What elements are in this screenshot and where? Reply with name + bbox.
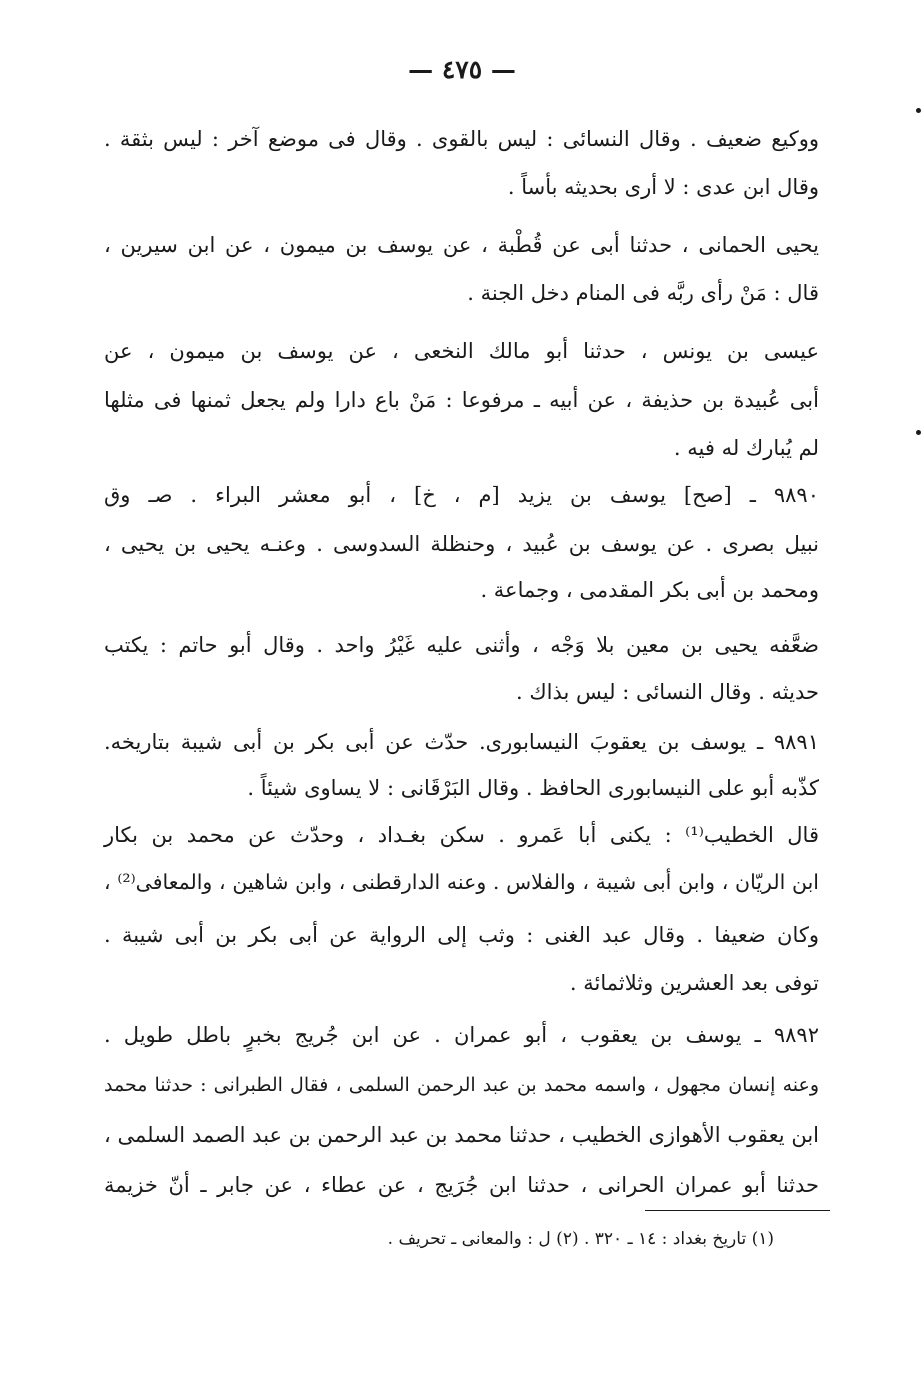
entry-9891-heading: ٩٨٩١ ـ يوسف بن يعقوبَ النيسابورى. حدّث عن أبى بكر بن أبى شيبة بتاريخه. xyxy=(104,730,819,754)
page-number: — ٤٧٥ — xyxy=(408,55,516,84)
text-line-18: توفى بعد العشرين وثلاثمائة . xyxy=(569,971,819,995)
text-line-15: قال الخطيب⁽¹⁾ : يكنى أبا عَمرو . سكن بغـداد ، وحدّث عن محمد بن بكار xyxy=(104,823,819,847)
text-line-17: وكان ضعيفا . وقال عبد الغنى : وثب إلى الرواية عن أبى بكر بن أبى شيبة . xyxy=(104,923,819,947)
text-line-5: عيسى بن يونس ، حدثنا أبو مالك النخعى ، عن يوسف بن ميمون ، عن xyxy=(104,339,819,363)
text-line-3: يحيى الحمانى ، حدثنا أبى عن قُطْبة ، عن يوسف بن ميمون ، عن ابن سيرين ، xyxy=(104,233,819,257)
text-line-22: حدثنا أبو عمران الحرانى ، حدثنا ابن جُرَيج ، عن عطاء ، عن جابر ـ أنّ خزيمة xyxy=(104,1173,819,1197)
margin-dot xyxy=(916,108,921,113)
text-line-16: ابن الريّان ، وابن أبى شيبة ، والفلاس . وعنه الدارقطنى ، وابن شاهين ، والمعافى⁽²⁾ ، xyxy=(104,870,819,894)
text-line-9: نبيل بصرى . عن يوسف بن عُبيد ، وحنظلة السدوسى . وعنـه يحيى بن يحيى ، xyxy=(104,532,819,556)
text-line-20: وعنه إنسان مجهول ، واسمه محمد بن عبد الرحمن السلمى ، فقال الطبرانى : حدثنا محمد xyxy=(104,1074,819,1096)
text-line-14: كذّبه أبو على النيسابورى الحافظ . وقال البَرْقَانى : لا يساوى شيئاً . xyxy=(247,776,819,800)
margin-dot xyxy=(916,430,921,435)
text-line-7: لم يُبارك له فيه . xyxy=(673,436,819,460)
text-line-10: ومحمد بن أبى بكر المقدمى ، وجماعة . xyxy=(480,578,819,602)
entry-9892-heading: ٩٨٩٢ ـ يوسف بن يعقوب ، أبو عمران . عن ابن جُريج بخبرٍ باطل طويل . xyxy=(104,1023,819,1047)
text-line-11: ضعَّفه يحيى بن معين بلا وَجْه ، وأثنى عليه غَيْرُ واحد . وقال أبو حاتم : يكتب xyxy=(104,633,819,657)
text-line-4: قال : مَنْ رأى ربَّه فى المنام دخل الجنة . xyxy=(467,281,819,305)
text-line-6: أبى عُبيدة بن حذيفة ، عن أبيه ـ مرفوعا : مَنْ باع دارا ولم يجعل ثمنها فى مثلها xyxy=(104,388,819,412)
text-line-1: ووكيع ضعيف . وقال النسائى : ليس بالقوى . وقال فى موضع آخر : ليس بثقة . xyxy=(104,127,819,151)
text-line-2: وقال ابن عدى : لا أرى بحديثه بأساً . xyxy=(507,175,819,199)
footnotes: (١) تاريخ بغداد : ١٤ ـ ٣٢٠ . (٢) ل : والمعانى ـ تحريف . xyxy=(387,1229,774,1249)
text-line-12: حديثه . وقال النسائى : ليس بذاك . xyxy=(515,680,819,704)
entry-9890-heading: ٩٨٩٠ ـ [صح] يوسف بن يزيد [م ، خ] ، أبو معشر البراء . صـ وق xyxy=(104,483,819,507)
text-line-21: ابن يعقوب الأهوازى الخطيب ، حدثنا محمد بن عبد الرحمن بن عبد الصمد السلمى ، xyxy=(104,1123,819,1147)
footnote-divider xyxy=(645,1210,830,1211)
